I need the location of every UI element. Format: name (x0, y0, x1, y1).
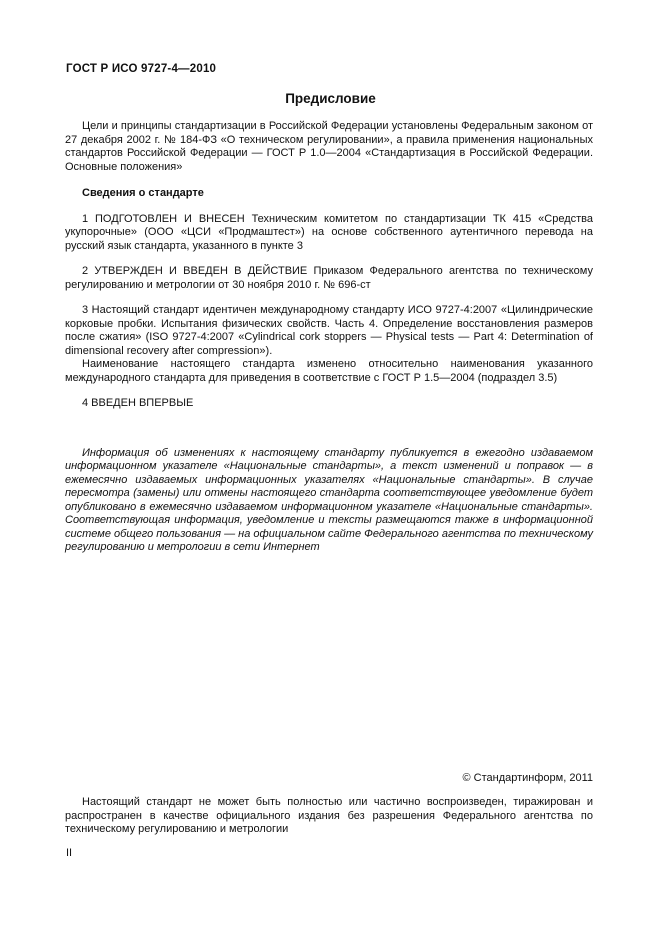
clause-4-first-introduced: 4 ВВЕДЕН ВПЕРВЫЕ (82, 397, 194, 409)
foreword-title: Предисловие (285, 91, 376, 106)
page-number: II (66, 847, 73, 859)
intro-paragraph: Цели и принципы стандартизации в Российской Федерации установлены Федеральным законом от 27 декабря 2002 г. № 184-ФЗ «О техническом регулировании», а правила применения национальных стандартов Российской Федерации — ГОСТ Р 1.0—2004 «Стандартизация в Российской Федерации. Основные положения» (65, 120, 593, 173)
publication-info-note: Информация об изменениях к настоящему стандарту публикуется в ежегодно издаваемом информационном указателе «Национальные стандарты», а текст изменений и поправок — в ежемесячно издаваемых информационных указателях «Национальные стандарты». В случае пересмотра (замены) или отмены настоящего стандарта соответствующее уведомление будет опубликовано в ежемесячно издаваемом информационном указателе «Национальные стандарты». Соответствующая информация, уведомление и тексты размещаются также в информационной системе общего пользования — на официальном сайте Федерального агентства по техническому регулированию и метрологии в сети Интернет (65, 446, 593, 553)
legal-notice: Настоящий стандарт не может быть полностью или частично воспроизведен, тиражирован и распространен в качестве официального издания без разрешения Федерального агентства по техническому регулированию и метрологии (65, 796, 593, 835)
foreword-content (65, 120, 593, 555)
document-code-header: ГОСТ Р ИСО 9727-4—2010 (66, 63, 217, 75)
clause-3-identical: 3 Настоящий стандарт идентичен международному стандарту ИСО 9727-4:2007 «Цилиндрические корковые пробки. Испытания физических свойств. Часть 4. Определение восстановления размеров после сжатия» (ISO 9727-4:2007 «Cylindrical cork stoppers — Physical tests — Part 4: Determination of dimensional recovery after compression»). (65, 304, 593, 357)
clause-2-approved: 2 УТВЕРЖДЕН И ВВЕДЕН В ДЕЙСТВИЕ Приказом Федерального агентства по техническому регулированию и метрологии от 30 ноября 2010 г. № 696-ст (65, 265, 593, 291)
clause-1-prepared: 1 ПОДГОТОВЛЕН И ВНЕСЕН Техническим комитетом по стандартизации ТК 415 «Средства укупорочные» (ООО «ЦСИ «Продмаштест») на основе собственного аутентичного перевода на русский язык стандарта, указанного в пункте 3 (65, 212, 593, 252)
standard-info-heading: Сведения о стандарте (82, 187, 204, 199)
copyright-line: © Стандартинформ, 2011 (462, 772, 593, 784)
clause-3-name-change-note: Наименование настоящего стандарта изменено относительно наименования указанного международного стандарта для приведения в соответствие с ГОСТ Р 1.5—2004 (подраздел 3.5) (65, 358, 593, 384)
